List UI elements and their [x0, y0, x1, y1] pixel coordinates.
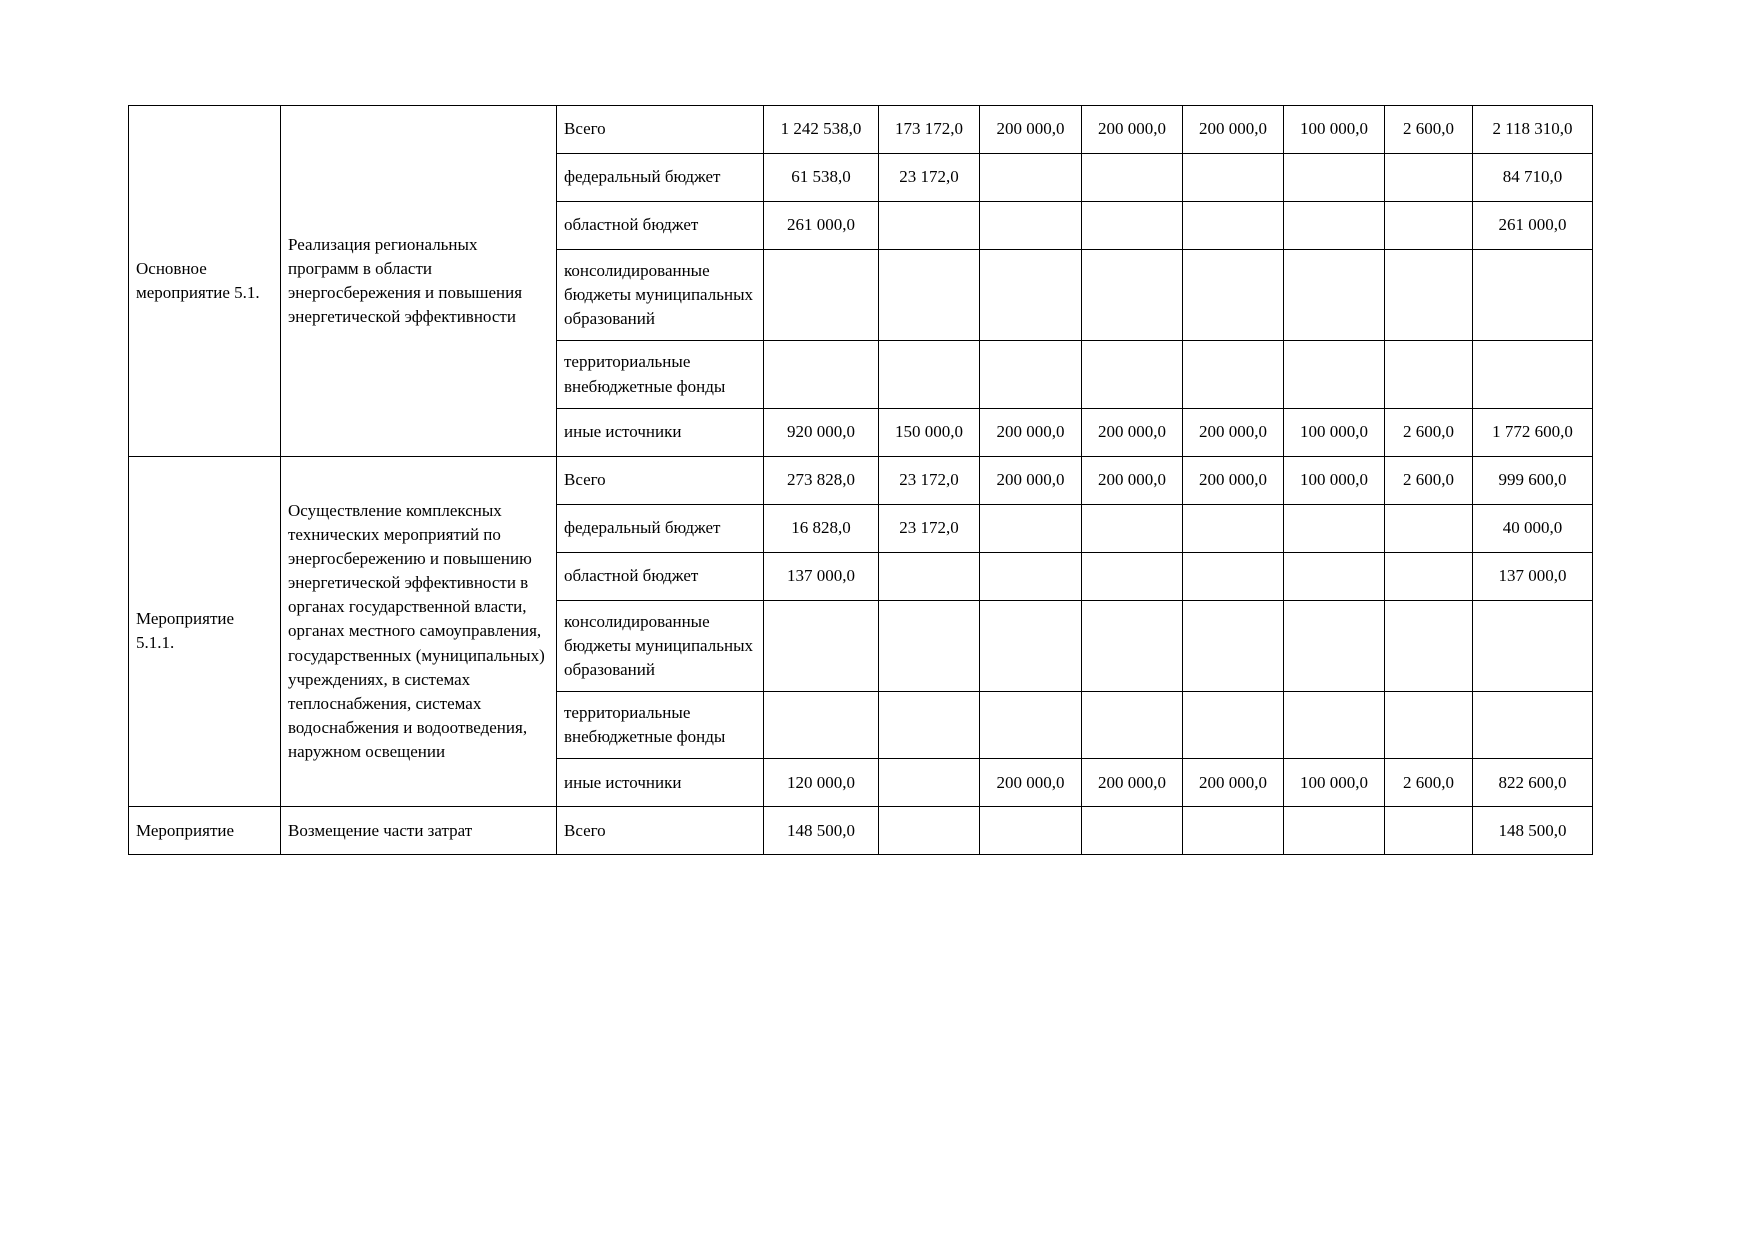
value-cell: [1082, 692, 1183, 759]
value-cell: [1385, 250, 1473, 341]
value-cell: [1183, 202, 1284, 250]
value-cell: [1183, 504, 1284, 552]
value-cell: 261 000,0: [764, 202, 879, 250]
value-cell: 200 000,0: [1183, 759, 1284, 807]
value-cell: [980, 552, 1082, 600]
value-cell: 120 000,0: [764, 759, 879, 807]
value-cell: 200 000,0: [1183, 456, 1284, 504]
budget-source-cell: консолидированные бюджеты муниципальных образований: [557, 250, 764, 341]
value-cell: 148 500,0: [1473, 807, 1593, 855]
value-cell: 261 000,0: [1473, 202, 1593, 250]
value-cell: 200 000,0: [1082, 456, 1183, 504]
value-cell: [1473, 600, 1593, 691]
value-cell: [1082, 807, 1183, 855]
value-cell: [764, 692, 879, 759]
value-cell: 137 000,0: [764, 552, 879, 600]
value-cell: [1473, 692, 1593, 759]
value-cell: [879, 600, 980, 691]
budget-table-body: [129, 106, 1593, 855]
value-cell: [1183, 807, 1284, 855]
value-cell: [1473, 341, 1593, 408]
budget-source-cell: территориальные внебюджетные фонды: [557, 692, 764, 759]
value-cell: [1082, 341, 1183, 408]
value-cell: 100 000,0: [1284, 759, 1385, 807]
budget-source-cell: областной бюджет: [557, 552, 764, 600]
value-cell: 100 000,0: [1284, 106, 1385, 154]
value-cell: 23 172,0: [879, 456, 980, 504]
value-cell: 100 000,0: [1284, 456, 1385, 504]
value-cell: [1082, 250, 1183, 341]
value-cell: [1473, 250, 1593, 341]
description-cell: Осуществление комплексных технических мероприятий по энергосбережению и повышению энергетической эффективности в органах государственной власти, органах местного самоуправления, государственных (муниципальных) учреждениях, в системах теплоснабжения, системах водоснабжения и водоотведения, наружном освещении: [281, 456, 557, 807]
value-cell: 100 000,0: [1284, 408, 1385, 456]
value-cell: [879, 250, 980, 341]
value-cell: 16 828,0: [764, 504, 879, 552]
value-cell: [1385, 154, 1473, 202]
value-cell: [980, 202, 1082, 250]
value-cell: 200 000,0: [1082, 106, 1183, 154]
value-cell: [980, 807, 1082, 855]
value-cell: 920 000,0: [764, 408, 879, 456]
value-cell: [1284, 552, 1385, 600]
budget-source-cell: территориальные внебюджетные фонды: [557, 341, 764, 408]
table-row: [129, 106, 1593, 154]
measure-id-cell: Основное мероприятие 5.1.: [129, 106, 281, 457]
value-cell: [1082, 600, 1183, 691]
value-cell: 200 000,0: [1082, 759, 1183, 807]
budget-source-cell: Всего: [557, 106, 764, 154]
value-cell: [879, 552, 980, 600]
value-cell: 148 500,0: [764, 807, 879, 855]
value-cell: [1284, 202, 1385, 250]
value-cell: [764, 250, 879, 341]
budget-source-cell: консолидированные бюджеты муниципальных образований: [557, 600, 764, 691]
budget-source-cell: федеральный бюджет: [557, 154, 764, 202]
value-cell: 999 600,0: [1473, 456, 1593, 504]
value-cell: [1284, 154, 1385, 202]
value-cell: 200 000,0: [1183, 408, 1284, 456]
budget-source-cell: Всего: [557, 456, 764, 504]
value-cell: 200 000,0: [1082, 408, 1183, 456]
value-cell: [764, 341, 879, 408]
value-cell: 23 172,0: [879, 504, 980, 552]
value-cell: [1385, 341, 1473, 408]
value-cell: 173 172,0: [879, 106, 980, 154]
measure-id-cell: Мероприятие: [129, 807, 281, 855]
value-cell: [1385, 692, 1473, 759]
value-cell: 1 242 538,0: [764, 106, 879, 154]
value-cell: 84 710,0: [1473, 154, 1593, 202]
budget-source-cell: иные источники: [557, 408, 764, 456]
value-cell: 137 000,0: [1473, 552, 1593, 600]
value-cell: [1284, 504, 1385, 552]
value-cell: 822 600,0: [1473, 759, 1593, 807]
value-cell: 150 000,0: [879, 408, 980, 456]
value-cell: [879, 692, 980, 759]
value-cell: 200 000,0: [980, 106, 1082, 154]
value-cell: [980, 692, 1082, 759]
value-cell: [1082, 202, 1183, 250]
value-cell: [1385, 552, 1473, 600]
value-cell: [1183, 692, 1284, 759]
value-cell: [1082, 504, 1183, 552]
budget-table: [128, 105, 1593, 855]
value-cell: 200 000,0: [980, 408, 1082, 456]
table-row: [129, 456, 1593, 504]
value-cell: 200 000,0: [980, 759, 1082, 807]
value-cell: [980, 341, 1082, 408]
value-cell: 40 000,0: [1473, 504, 1593, 552]
value-cell: [1284, 250, 1385, 341]
value-cell: [1082, 154, 1183, 202]
value-cell: 273 828,0: [764, 456, 879, 504]
budget-source-cell: иные источники: [557, 759, 764, 807]
value-cell: 2 600,0: [1385, 456, 1473, 504]
budget-source-cell: федеральный бюджет: [557, 504, 764, 552]
value-cell: [1183, 600, 1284, 691]
value-cell: [1183, 154, 1284, 202]
description-cell: Реализация региональных программ в области энергосбережения и повышения энергетической эффективности: [281, 106, 557, 457]
value-cell: 2 118 310,0: [1473, 106, 1593, 154]
value-cell: [1284, 692, 1385, 759]
value-cell: [879, 341, 980, 408]
value-cell: [1385, 807, 1473, 855]
value-cell: 200 000,0: [980, 456, 1082, 504]
value-cell: 23 172,0: [879, 154, 980, 202]
value-cell: 2 600,0: [1385, 408, 1473, 456]
value-cell: [879, 759, 980, 807]
value-cell: [1284, 807, 1385, 855]
value-cell: 200 000,0: [1183, 106, 1284, 154]
budget-source-cell: областной бюджет: [557, 202, 764, 250]
value-cell: [980, 154, 1082, 202]
value-cell: [1385, 202, 1473, 250]
value-cell: [1183, 250, 1284, 341]
value-cell: [1183, 552, 1284, 600]
value-cell: [1284, 600, 1385, 691]
value-cell: [980, 250, 1082, 341]
value-cell: [980, 504, 1082, 552]
value-cell: 1 772 600,0: [1473, 408, 1593, 456]
value-cell: [879, 807, 980, 855]
value-cell: [980, 600, 1082, 691]
value-cell: [1385, 504, 1473, 552]
value-cell: 61 538,0: [764, 154, 879, 202]
value-cell: [764, 600, 879, 691]
value-cell: [1284, 341, 1385, 408]
table-row: [129, 807, 1593, 855]
value-cell: 2 600,0: [1385, 759, 1473, 807]
value-cell: 2 600,0: [1385, 106, 1473, 154]
value-cell: [1082, 552, 1183, 600]
value-cell: [1183, 341, 1284, 408]
description-cell: Возмещение части затрат: [281, 807, 557, 855]
value-cell: [879, 202, 980, 250]
value-cell: [1385, 600, 1473, 691]
budget-source-cell: Всего: [557, 807, 764, 855]
measure-id-cell: Мероприятие 5.1.1.: [129, 456, 281, 807]
